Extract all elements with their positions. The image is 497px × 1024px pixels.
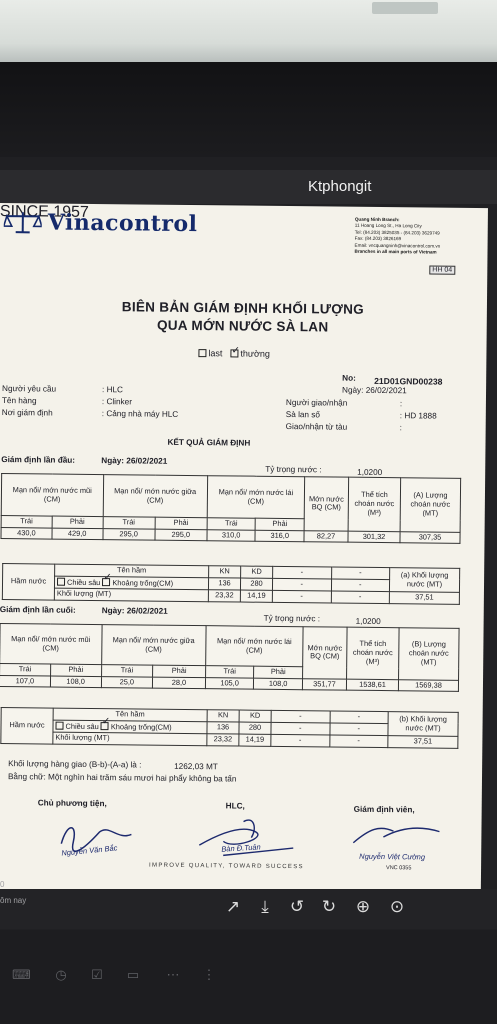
branch-line: Email: vncquangninh@vinacontrol.com.vn [354, 242, 441, 249]
col-left: Trái [1, 516, 52, 528]
space-label: Khoảng trống(CM) [112, 577, 174, 588]
tank-kn: KN [207, 710, 239, 722]
final-date: Ngày: 26/02/2021 [101, 606, 168, 616]
tank-dash: - [272, 591, 331, 603]
place-label: Nơi giám định [1, 408, 53, 418]
option-last [198, 348, 222, 358]
surveyor-signature-icon [349, 819, 445, 856]
space-label: Khoảng trống(CM) [110, 721, 172, 732]
weight-kd: 14,19 [239, 734, 271, 746]
checkbox-empty-icon [57, 577, 65, 585]
tank-label: Hầm nước [2, 564, 54, 600]
final-heading: Giám định lần cuối: [0, 605, 76, 615]
col-left: Trái [101, 665, 153, 677]
value-cell: 429,0 [52, 528, 103, 540]
share-arrow-icon[interactable]: ↗ [225, 897, 241, 916]
header-forward: Mạn nổi/ mớn nước mũi (CM) [1, 474, 103, 517]
tank-dash: - [273, 566, 332, 578]
initial-heading: Giám định lần đầu: [1, 455, 76, 465]
tank-kn: KN [209, 566, 241, 578]
rotate-right-icon[interactable]: ↻ [321, 897, 337, 916]
final-draft-table [0, 623, 460, 692]
value-cell: 295,0 [102, 528, 154, 540]
keyboard-icon[interactable]: ⌨ [12, 967, 31, 982]
header-aft: Mạn nổi/ mớn nước lái (CM) [207, 476, 305, 519]
tank-weight-label: Khối lượng (MT) [54, 588, 208, 601]
initial-date: Ngày: 26/02/2021 [101, 456, 168, 466]
initial-density-value: 1,0200 [357, 467, 383, 478]
value-cell: 28,0 [153, 677, 206, 689]
zoom-fit-icon[interactable]: ⊙ [389, 897, 405, 916]
value-cell: 1569,38 [398, 679, 458, 691]
header-aft: Mạn nổi/ mớn nước lái (CM) [206, 626, 304, 667]
shipper-label: Người giao/nhận [285, 398, 348, 408]
value-cell: 295,0 [155, 529, 207, 541]
rotate-left-icon[interactable]: ↺ [289, 897, 305, 916]
download-icon[interactable]: ⤓ [261, 897, 269, 916]
viewer-toolbar [0, 889, 497, 929]
col-right: Phải [254, 666, 303, 678]
vinacontrol-logo [4, 209, 198, 237]
col-right: Phải [50, 664, 101, 676]
surveyor-code: VNC 0355 [386, 865, 412, 872]
from-ship-value: : [399, 423, 402, 433]
tank-sum-label: (b) Khối lượng nước (MT) [388, 712, 458, 737]
total-in-words: Bằng chữ: Một nghìn hai trăm sáu mươi hai phẩy không ba tấn [7, 772, 237, 784]
zoom-in-icon[interactable]: ⊕ [355, 897, 371, 916]
doc-title: BIÊN BẢN GIÁM ĐỊNH KHỐI LƯỢNG [121, 299, 365, 317]
chat-icon[interactable]: ▭ [126, 967, 140, 982]
col-right: Phải [255, 518, 304, 530]
branch-line: Fax: (84.203) 3826169 [354, 235, 402, 242]
depth-kd: 280 [239, 722, 271, 735]
scale-logo-icon [4, 210, 42, 234]
branch-line: Branches in all main ports of Vietnam [354, 248, 437, 255]
tank-dash: - [331, 591, 390, 603]
doc-date: Ngày: 26/02/2021 [342, 385, 407, 396]
place-value: : Cảng nhà máy HLC [101, 409, 179, 419]
goods-label: Tên hàng [1, 396, 37, 406]
value-cell: 1538,61 [346, 679, 398, 691]
checkbox-empty-icon [198, 349, 206, 357]
no-value: 21D01GND00238 [374, 375, 443, 387]
header-displacement: (A) Lượng choán nước (MT) [400, 478, 461, 532]
col-right: Phải [52, 516, 103, 528]
depth-label: Chiều sâu [66, 577, 101, 587]
total-label: Khối lượng hàng giao (B-b)-(A-a) là : [8, 759, 142, 770]
document-page [0, 203, 488, 894]
value-cell: 351,77 [302, 678, 346, 690]
barge-value: : HD 1888 [399, 411, 437, 421]
option-normal [230, 348, 270, 358]
value-cell: 301,32 [348, 531, 400, 543]
wall-object [372, 2, 438, 14]
barge-label: Sà lan số [285, 410, 320, 420]
tank-dash: - [271, 722, 330, 735]
monitor-bezel [0, 62, 497, 157]
company-motto: IMPROVE QUALITY, TOWARD SUCCESS [149, 862, 304, 871]
tank-kd: KD [239, 710, 271, 722]
signer-hlc: HLC, [225, 801, 245, 811]
tank-weight-label: Khối lượng (MT) [53, 732, 207, 745]
col-left: Trái [0, 664, 50, 676]
branch-line: 11 Hoang Long St., Ha Long City [354, 223, 422, 229]
final-density-value: 1,0200 [355, 616, 381, 627]
value-cell: 25,0 [101, 676, 153, 688]
value-cell: 105,0 [205, 677, 254, 689]
taskbar [0, 930, 497, 1024]
initial-draft-table [0, 473, 461, 544]
total-value: 1262,03 MT [174, 761, 218, 772]
hlc-signature-icon [193, 811, 304, 862]
shipper-value: : [399, 399, 403, 409]
tank-name-header: Tên hầm [53, 708, 207, 721]
menu-icon[interactable]: ⋮ [202, 967, 216, 982]
final-density-label: Tỷ trọng nước : [263, 613, 321, 624]
requester-value: : HLC [102, 385, 124, 395]
clock-icon[interactable]: ◷ [55, 967, 67, 982]
checkbox-checked-icon [102, 578, 110, 586]
status-text: ôm nay [0, 896, 27, 905]
depth-kn: 136 [207, 721, 239, 734]
hlc-signature-name: Bàn Đ.Tuân [221, 842, 261, 854]
signer-owner: Chủ phương tiện, [37, 798, 107, 809]
tank-dash: - [330, 711, 389, 723]
initial-density-label: Tỷ trọng nước : [265, 464, 322, 475]
tank-dash: - [271, 710, 330, 722]
value-cell: 107,0 [0, 675, 50, 687]
branch-line: Quang Ninh Branch: [354, 216, 400, 223]
header-displacement: (B) Lượng choán nước (MT) [399, 628, 460, 680]
tank-dash: - [272, 578, 331, 591]
col-left: Trái [205, 666, 254, 678]
tank-name-header: Tên hầm [55, 564, 209, 577]
checkbox-checked-icon [230, 349, 238, 357]
value-cell: 316,0 [255, 530, 304, 542]
tank-label: Hầm nước [1, 708, 53, 744]
brand-since: SINCE 1957 [0, 203, 89, 221]
type-options [198, 348, 270, 359]
tank-dash: - [331, 579, 390, 592]
value-cell: 430,0 [1, 527, 52, 539]
goods-value: : Clinker [101, 397, 133, 407]
tank-dash: - [329, 723, 388, 736]
owner-signature-name: Nguyễn Văn Bắc [60, 843, 118, 858]
value-cell: 307,35 [400, 531, 460, 543]
tank-dash: - [331, 567, 390, 579]
depth-kn: 136 [208, 577, 240, 590]
col-right: Phải [153, 665, 206, 677]
from-ship-label: Giao/nhận từ tàu [285, 422, 348, 432]
tank-sum-value: 37,51 [388, 736, 458, 748]
header-volume: Thể tích choán nước (M³) [348, 477, 401, 531]
status-top-text: 0 [0, 880, 5, 889]
requester-label: Người yêu cầu [2, 384, 57, 394]
value-cell: 108,0 [50, 676, 101, 688]
col-left: Trái [207, 518, 256, 530]
checklist-icon[interactable]: ☑ [91, 967, 103, 982]
tank-kd: KD [241, 566, 273, 578]
tank-dash: - [271, 735, 330, 747]
initial-tank-table [2, 563, 460, 605]
header-mean: Mớn nước BQ (CM) [303, 627, 348, 679]
tank-sum-value: 37,51 [389, 592, 459, 604]
signer-surveyor: Giám định viên, [353, 804, 415, 815]
branch-line: Tel: (84.203) 3825035 - (84.203) 3629749 [354, 229, 440, 236]
depth-kd: 280 [240, 578, 272, 591]
tank-dash: - [329, 735, 388, 747]
option-last-label: last [208, 348, 223, 359]
header-middle: Mạn nổi/ mớn nước giữa (CM) [103, 475, 208, 518]
header-mean: Mớn nước BQ (CM) [304, 477, 349, 531]
header-middle: Mạn nổi/ mớn nước giữa (CM) [101, 625, 206, 666]
window-title: Ktphongit [308, 178, 372, 195]
no-label: No: [342, 373, 356, 383]
final-tank-table [0, 707, 458, 749]
result-heading: KẾT QUẢ GIÁM ĐỊNH [167, 437, 251, 448]
option-normal-label: thường [240, 348, 270, 359]
weight-kn: 23,32 [208, 590, 240, 602]
depth-label: Chiều sâu [65, 721, 99, 731]
checkbox-checked-icon [101, 722, 109, 730]
value-cell: 310,0 [207, 529, 256, 541]
checkbox-empty-icon [55, 721, 63, 729]
owner-signature-icon [53, 814, 164, 865]
header-volume: Thể tích choán nước (M³) [347, 627, 400, 679]
more-icon[interactable]: ⋯ [166, 967, 180, 982]
branch-info [354, 217, 487, 257]
window-titlebar[interactable] [0, 170, 497, 204]
value-cell: 82,27 [304, 530, 348, 542]
col-left: Trái [103, 517, 155, 529]
background-wall [0, 0, 497, 62]
value-cell: 108,0 [254, 678, 303, 690]
tank-sum-label: (a) Khối lượng nước (MT) [389, 568, 459, 593]
header-forward: Mạn nổi/ mớn nước mũi (CM) [0, 624, 102, 665]
col-right: Phải [155, 517, 207, 529]
weight-kn: 23,32 [207, 734, 239, 746]
brand-name: Vinacontrol [47, 209, 198, 238]
form-code: HH 04 [429, 265, 455, 274]
doc-subtitle: QUA MỚN NƯỚC SÀ LAN [156, 317, 329, 335]
weight-kd: 14,19 [240, 590, 272, 602]
surveyor-signature-name: Nguyễn Việt Cường [359, 851, 426, 862]
